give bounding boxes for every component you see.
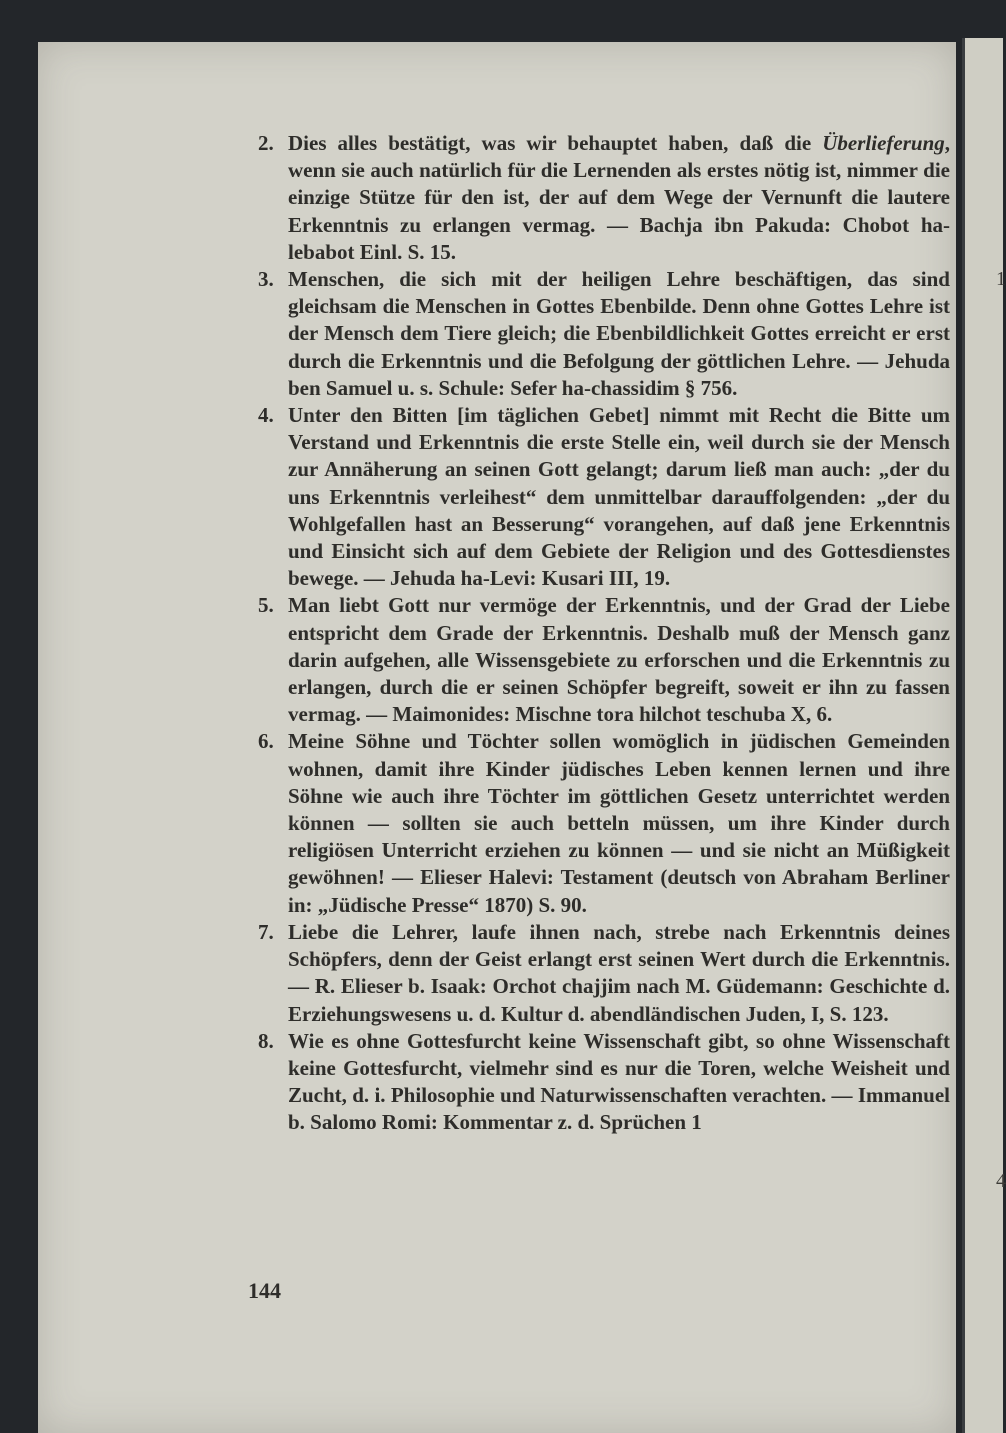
entry-text: Wie es ohne Gottesfurcht keine Wissenschaft gibt, so ohne Wissenschaft keine Gottesfurcht, vielmehr sind es nur die Toren, welche Weisheit und Zucht, d. i. Philosophie und Naturwissenschaften verachten. — Immanuel b. Salomo Romi: Kommentar z. d. Sprüchen 1 xyxy=(288,1028,950,1135)
facing-page-mark: 1 xyxy=(996,268,1006,290)
entry-number: 2. xyxy=(258,131,274,155)
page-number: 144 xyxy=(248,1278,281,1303)
entry-3 xyxy=(250,266,950,402)
entry-6 xyxy=(250,728,950,918)
page-text xyxy=(250,130,950,1137)
entry-8 xyxy=(250,1028,950,1137)
entry-number: 7. xyxy=(258,919,274,944)
entry-text: Man liebt Gott nur vermöge der Erkenntnis, und der Grad der Liebe entspricht dem Grade der Erkenntnis. Deshalb muß der Mensch ganz darin aufgehen, alle Wissensgebiete zu erforschen und die Erkenntnis zu erlangen, durch die er seinen Schöpfer begreift, soweit er ihn zu fassen vermag. — Maimonides: Mischne tora hilchot teschuba X, 6. xyxy=(288,593,950,727)
entry-4 xyxy=(250,402,950,592)
entry-text: Unter den Bitten [im täglichen Gebet] nimmt mit Recht die Bitte um Verstand und Erkenntnis die erste Stelle ein, weil durch sie der Mensch zur Annäherung an seinen Gott gelangt; darum ließ man auch: „der du uns Erkenntnis verleihest“ dem unmittelbar darauffolgenden: „der du Wohlgefallen hast an Besserung“ vorangehen, auf daß jene Erkenntnis und Einsicht sich auf dem Gebiete der Religion und des Gottesdienstes bewege. — Jehuda ha-Levi: Kusari III, 19. xyxy=(288,403,950,591)
entry-number: 3. xyxy=(258,267,274,292)
facing-page-mark: 4 xyxy=(996,1170,1006,1192)
facing-page-edge xyxy=(962,38,1003,1433)
entry-7 xyxy=(250,919,950,1028)
entry-text: Dies alles bestätigt, was wir behauptet haben, daß die xyxy=(288,131,823,155)
entry-5 xyxy=(250,592,950,728)
entry-text: Menschen, die sich mit der heiligen Lehre beschäftigen, das sind gleichsam die Menschen in Gottes Ebenbilde. Denn ohne Gottes Lehre ist der Mensch dem Tiere gleich; die Ebenbildlichkeit Gottes erreicht er erst durch die Erkenntnis und die Befolgung der göttlichen Lehre. — Jehuda ben Samuel u. s. Schule: Sefer ha-chassidim § 756. xyxy=(288,267,950,400)
entry-text: Liebe die Lehrer, laufe ihnen nach, strebe nach Erkenntnis deines Schöpfers, denn der Geist erlangt erst seinen Wert durch die Erkenntnis. — R. Elieser b. Isaak: Orchot chajjim nach M. Güdemann: Geschichte d. Erziehungswesens u. d. Kultur d. abendländischen Juden, I, S. 123. xyxy=(288,919,950,1026)
entry-text: , wenn sie auch natürlich für die Lernenden als erstes nötig ist, nimmer die einzige Stütze für den ist, der auf dem Wege der Vernunft die lautere Erkenntnis zu erlangen vermag. — Bachja ibn Pakuda: Chobot ha-lebabot Einl. S. 15. xyxy=(288,131,950,264)
entry-text: Meine Söhne und Töchter sollen womöglich in jüdischen Gemeinden wohnen, damit ihre Kinder jüdisches Leben kennen lernen und ihre Söhne wie auch ihre Töchter im göttlichen Gesetz unterrichtet werden können — sollten sie auch betteln müssen, um ihre Kinder durch religiösen Unterricht erziehen zu können — und sie nicht an Müßigkeit gewöhnen! — Elieser Halevi: Testament (deutsch von Abraham Berliner in: „Jüdische Presse“ 1870) S. 90. xyxy=(288,729,950,917)
entry-emphasis: Überlieferung xyxy=(822,131,945,155)
entry-2 xyxy=(250,130,950,266)
entry-number: 6. xyxy=(258,729,274,754)
entry-number: 8. xyxy=(258,1028,274,1053)
entry-number: 5. xyxy=(258,593,274,618)
entry-number: 4. xyxy=(258,403,274,428)
